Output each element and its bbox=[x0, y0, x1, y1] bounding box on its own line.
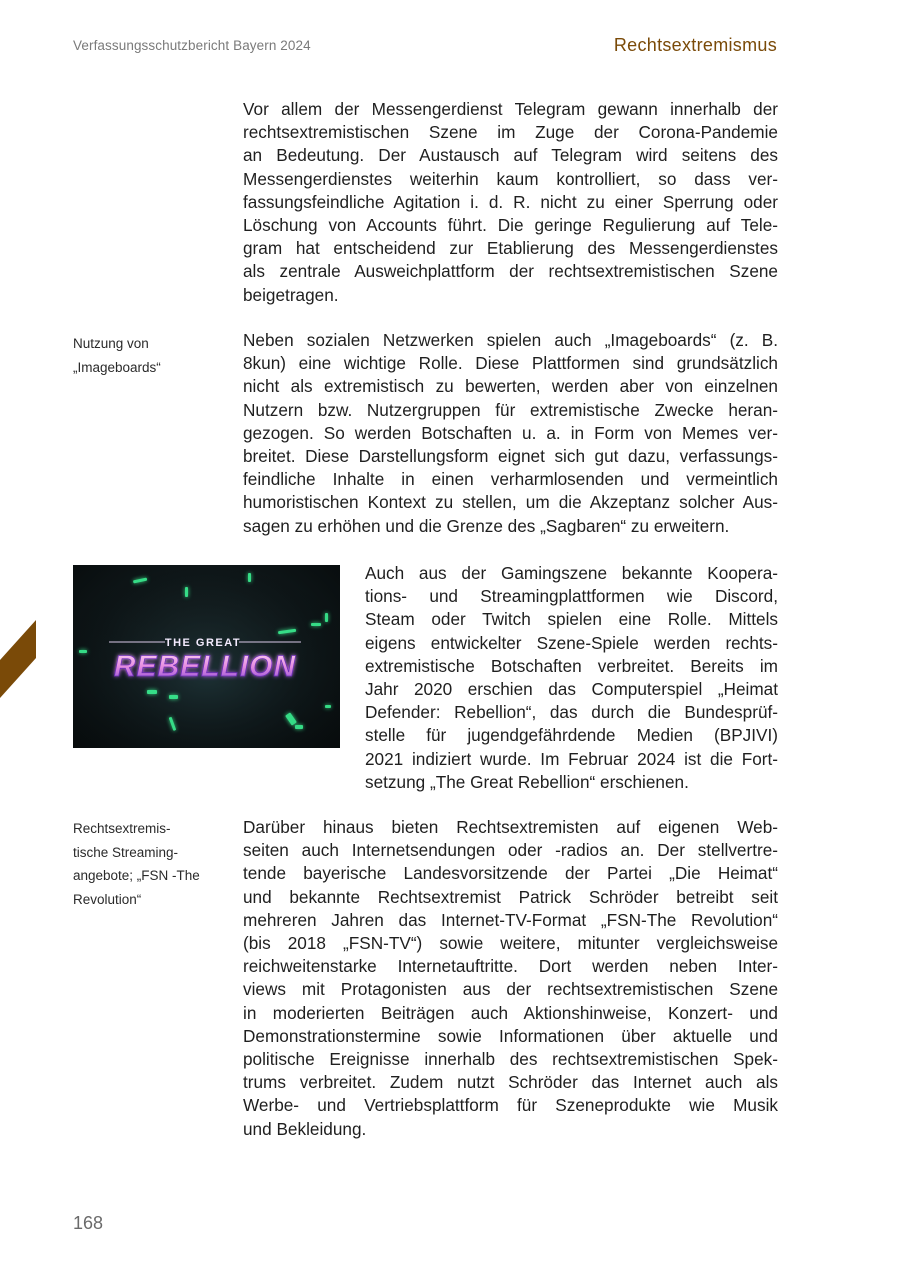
text-line: Nutzern bzw. Nutzergruppen für extremistische Zwecke heran- bbox=[243, 399, 778, 420]
text-line: 8kun) eine wichtige Rolle. Diese Plattformen sind grundsätzlich bbox=[243, 353, 778, 374]
game-subtitle: THE GREAT bbox=[164, 637, 242, 649]
text-line: views mit Protagonisten aus der rechtsextremistischen Szene bbox=[243, 979, 778, 1000]
note-line: Rechtsextremis- bbox=[73, 821, 171, 836]
margin-note-imageboards bbox=[73, 332, 161, 379]
margin-note-streaming bbox=[73, 817, 200, 911]
text-line: stelle für jugendgefährdende Medien (BPJIVI) bbox=[365, 725, 778, 746]
text-line: humoristischen Kontext zu stellen, um die Akzeptanz solcher Aus- bbox=[243, 492, 778, 513]
text-line: (bis 2018 „FSN-TV“) sowie weitere, mitunter vergleichsweise bbox=[243, 933, 778, 954]
text-line: Messengerdienstes weiterhin kaum kontrolliert, so dass ver- bbox=[243, 168, 778, 189]
text-line: gram hat entscheidend zur Etablierung des Messengerdienstes bbox=[243, 238, 778, 259]
text-line: Werbe- und Vertriebsplattform für Szeneprodukte wie Musik bbox=[243, 1095, 778, 1116]
text-line: seiten auch Internetsendungen oder -radios an. Der stellvertre- bbox=[243, 840, 778, 861]
game-cover-image bbox=[73, 565, 340, 748]
text-line: Defender: Rebellion“, das durch die Bundesprüf- bbox=[365, 702, 778, 723]
text-line: politische Ereignisse innerhalb des rechtsextremistischen Spek- bbox=[243, 1049, 778, 1070]
text-line: nicht als extremistisch zu bewerten, werden aber von einzelnen bbox=[243, 376, 778, 397]
game-title: REBELLION bbox=[113, 650, 297, 683]
text-line: Vor allem der Messengerdienst Telegram gewann innerhalb der bbox=[243, 99, 778, 119]
paragraph-streaming bbox=[243, 816, 778, 1141]
note-line: Revolution“ bbox=[73, 891, 142, 907]
text-line: 2021 indiziert wurde. Im Februar 2024 ist die Fort- bbox=[365, 748, 778, 769]
chapter-tab-marker bbox=[0, 620, 36, 698]
text-line: feindliche Inhalte in einen verharmlosenden und vermeintlich bbox=[243, 469, 778, 490]
text-line: gezogen. So werden Botschaften u. a. in Form von Memes ver- bbox=[243, 422, 778, 443]
note-line: „Imageboards“ bbox=[73, 359, 161, 375]
text-line: breitet. Diese Darstellungsform eignet sich gut dazu, verfassungs- bbox=[243, 446, 778, 467]
text-line: fassungsfeindliche Agitation i. d. R. nicht zu einer Sperrung oder bbox=[243, 191, 778, 212]
text-line: mehreren Jahren das Internet-TV-Format „FSN-The Revolution“ bbox=[243, 909, 778, 930]
text-line: und bekannte Rechtsextremist Patrick Schröder betreibt seit bbox=[243, 886, 778, 907]
text-line: extremistische Botschaften verbreitet. Bereits im bbox=[365, 655, 778, 676]
game-cover-graphic bbox=[73, 565, 340, 748]
note-line: angebote; „FSN -The bbox=[73, 868, 200, 883]
text-line: Darüber hinaus bieten Rechtsextremisten auf eigenen Web- bbox=[243, 817, 778, 837]
running-head-right: Rechtsextremismus bbox=[613, 35, 777, 55]
paragraph-gaming bbox=[365, 562, 778, 794]
text-line: eigens entwickelter Szene-Spiele werden rechts- bbox=[365, 632, 778, 653]
page-number: 168 bbox=[73, 1213, 104, 1233]
text-line: als zentrale Ausweichplattform der rechtsextremistischen Szene bbox=[243, 261, 778, 282]
note-line: tische Streaming- bbox=[73, 844, 179, 860]
text-line: Demonstrationstermine sowie Informationen über aktuelle und bbox=[243, 1025, 778, 1046]
text-line: an Bedeutung. Der Austausch auf Telegram wird seitens des bbox=[243, 145, 778, 166]
text-line: Auch aus der Gamingszene bekannte Koopera- bbox=[365, 563, 778, 583]
text-line: beigetragen. bbox=[243, 284, 339, 305]
text-line: trums verbreitet. Zudem nutzt Schröder das Internet auch als bbox=[243, 1072, 778, 1093]
paragraph-imageboards bbox=[243, 329, 778, 538]
text-line: rechtsextremistischen Szene im Zuge der Corona-Pandemie bbox=[243, 122, 778, 143]
chapter-tab-shape bbox=[0, 620, 36, 698]
text-line: tions- und Streamingplattformen wie Discord, bbox=[365, 586, 778, 607]
text-line: sagen zu erhöhen und die Grenze des „Sagbaren“ zu erweitern. bbox=[243, 515, 730, 536]
text-line: und Bekleidung. bbox=[243, 1118, 367, 1139]
paragraph-telegram bbox=[243, 98, 778, 307]
text-line: setzung „The Great Rebellion“ erschienen. bbox=[365, 771, 689, 792]
text-line: Löschung von Accounts führt. Die geringe Regulierung auf Tele- bbox=[243, 215, 778, 236]
note-line: Nutzung von bbox=[73, 336, 149, 351]
text-line: Neben sozialen Netzwerken spielen auch „Imageboards“ (z. B. bbox=[243, 330, 778, 350]
text-line: in moderierten Beiträgen auch Aktionshinweise, Konzert- und bbox=[243, 1002, 778, 1023]
text-line: tende bayerische Landesvorsitzende der Partei „Die Heimat“ bbox=[243, 863, 778, 884]
text-line: Steam oder Twitch spielen eine Rolle. Mittels bbox=[365, 609, 778, 630]
text-line: Jahr 2020 erschien das Computerspiel „Heimat bbox=[365, 679, 778, 700]
running-head-left: Verfassungsschutzbericht Bayern 2024 bbox=[73, 38, 311, 53]
text-line: reichweitenstarke Internetauftritte. Dort werden neben Inter- bbox=[243, 956, 778, 977]
